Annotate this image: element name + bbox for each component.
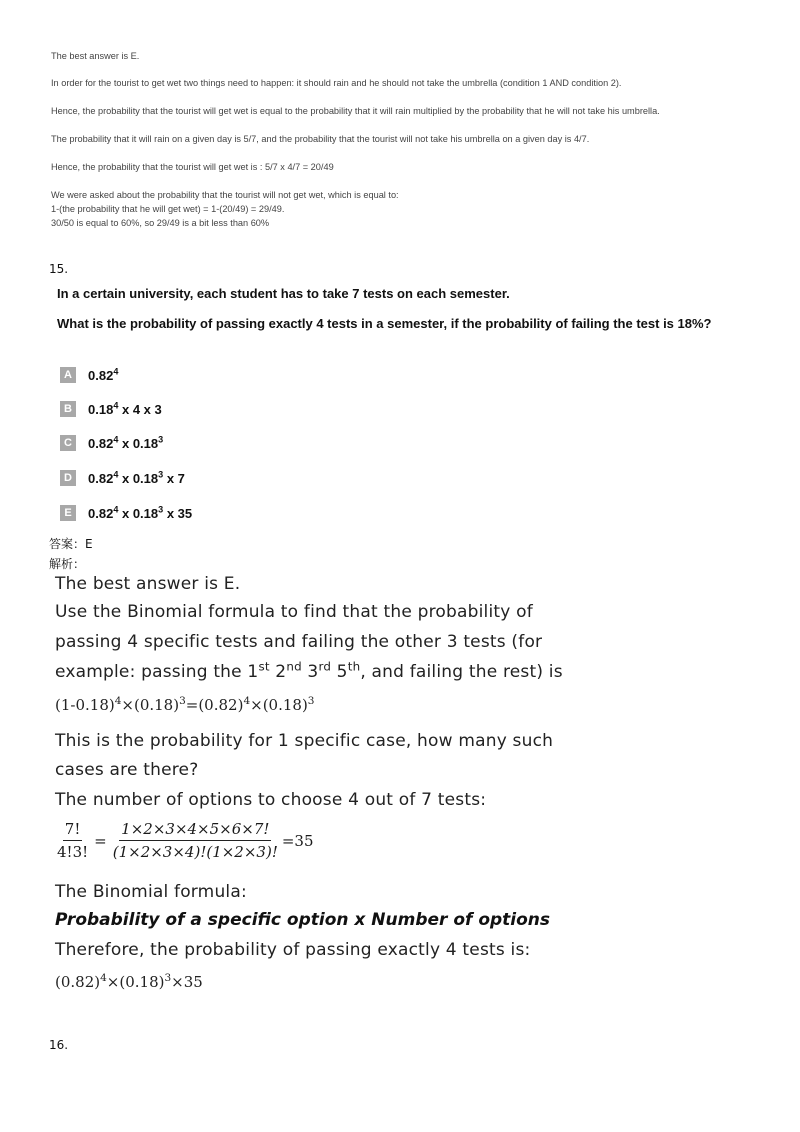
option-letter-badge: E <box>60 505 76 521</box>
explanation-line: The best answer is E. <box>51 51 140 61</box>
option-value: 0.82$^4$ x 0.18$^3$ x 35 <box>88 504 193 521</box>
formula-specific-case: $(1-0.18)^4\times(0.18)^3=(0.82)^4\times(0.18)^3$ <box>55 695 315 714</box>
option-a[interactable] <box>60 367 118 383</box>
explanation-line: In order for the tourist to get wet two things need to happen: it should rain and he should not take the umbrella (condition 1 AND condition 2). <box>51 78 622 88</box>
explanation-line: We were asked about the probability that the tourist will not get wet, which is equal to: <box>51 190 399 200</box>
option-letter-badge: C <box>60 435 76 451</box>
option-letter-badge: B <box>60 401 76 417</box>
option-letter-badge: A <box>60 367 76 383</box>
explanation-line: Hence, the probability that the tourist will get wet is equal to the probability that it will rain multiplied by the probability that he will not take his umbrella. <box>51 106 660 116</box>
solution-line: The best answer is E. <box>55 574 241 594</box>
solution-line: cases are there? <box>55 760 199 780</box>
solution-line: The Binomial formula: <box>55 882 247 902</box>
solution-line: This is the probability for 1 specific case, how many such <box>55 731 554 751</box>
question-text-line2: What is the probability of passing exactly 4 tests in a semester, if the probability of failing the test is 18%? <box>57 316 712 331</box>
option-d[interactable] <box>60 470 185 486</box>
combination-result: =35 <box>281 831 314 850</box>
fraction-expanded: $\frac{1\times 2\times 3\times 4\times 5\times 6\times 7!}{(1\times 2\times 3\times 4)!(1\times 2\times 3)!}$ <box>112 820 278 861</box>
explanation-line: The probability that it will rain on a given day is 5/7, and the probability that the tourist will not take his umbrella on a given day is 4/7. <box>51 134 590 144</box>
solution-line-ordinals: example: passing the 1st 2nd 3rd 5th, and failing the rest) is <box>55 659 563 682</box>
option-value: 0.18$^4$ x 4 x 3 <box>88 400 162 417</box>
option-c[interactable] <box>60 435 163 451</box>
option-e[interactable] <box>60 505 192 521</box>
solution-line: The number of options to choose 4 out of 7 tests: <box>55 790 487 810</box>
analysis-label: 解析： <box>49 557 86 571</box>
formula-final: $(0.82)^4\times(0.18)^3\times 35$ <box>55 972 203 991</box>
option-value: 0.82$^4$ x 0.18$^3$ x 7 <box>88 469 185 486</box>
explanation-line: Hence, the probability that the tourist will get wet is : 5/7 x 4/7 = 20/49 <box>51 162 334 172</box>
option-value: 0.82$^4$ <box>88 366 119 383</box>
fraction-simple: $\frac{7!}{4!3!}$ <box>57 820 89 861</box>
binomial-formula-statement: Probability of a specific option x Number of options <box>55 910 551 930</box>
explanation-line: 30/50 is equal to 60%, so 29/49 is a bit less than 60% <box>51 218 270 228</box>
question-number: 15. <box>49 262 69 276</box>
combination-formula: $\frac{7!}{4!3!}$ = $\frac{1\times 2\times 3\times 4\times 5\times 6\times 7!}{(1\times 2\times 3\times 4)!(1\times 2\times 3)!}$ =35 <box>57 820 314 861</box>
solution-line: Use the Binomial formula to find that the probability of <box>55 602 533 622</box>
solution-line: passing 4 specific tests and failing the other 3 tests (for <box>55 632 543 652</box>
solution-line: Therefore, the probability of passing exactly 4 tests is: <box>55 940 531 960</box>
option-b[interactable] <box>60 401 162 417</box>
option-value: 0.82$^4$ x 0.18$^3$ <box>88 434 164 451</box>
explanation-line: 1-(the probability that he will get wet) = 1-(20/49) = 29/49. <box>51 204 285 214</box>
option-letter-badge: D <box>60 470 76 486</box>
answer-label: 答案：E <box>49 537 93 551</box>
question-text-line1: In a certain university, each student has to take 7 tests on each semester. <box>57 286 510 301</box>
next-question-number: 16. <box>49 1038 69 1052</box>
